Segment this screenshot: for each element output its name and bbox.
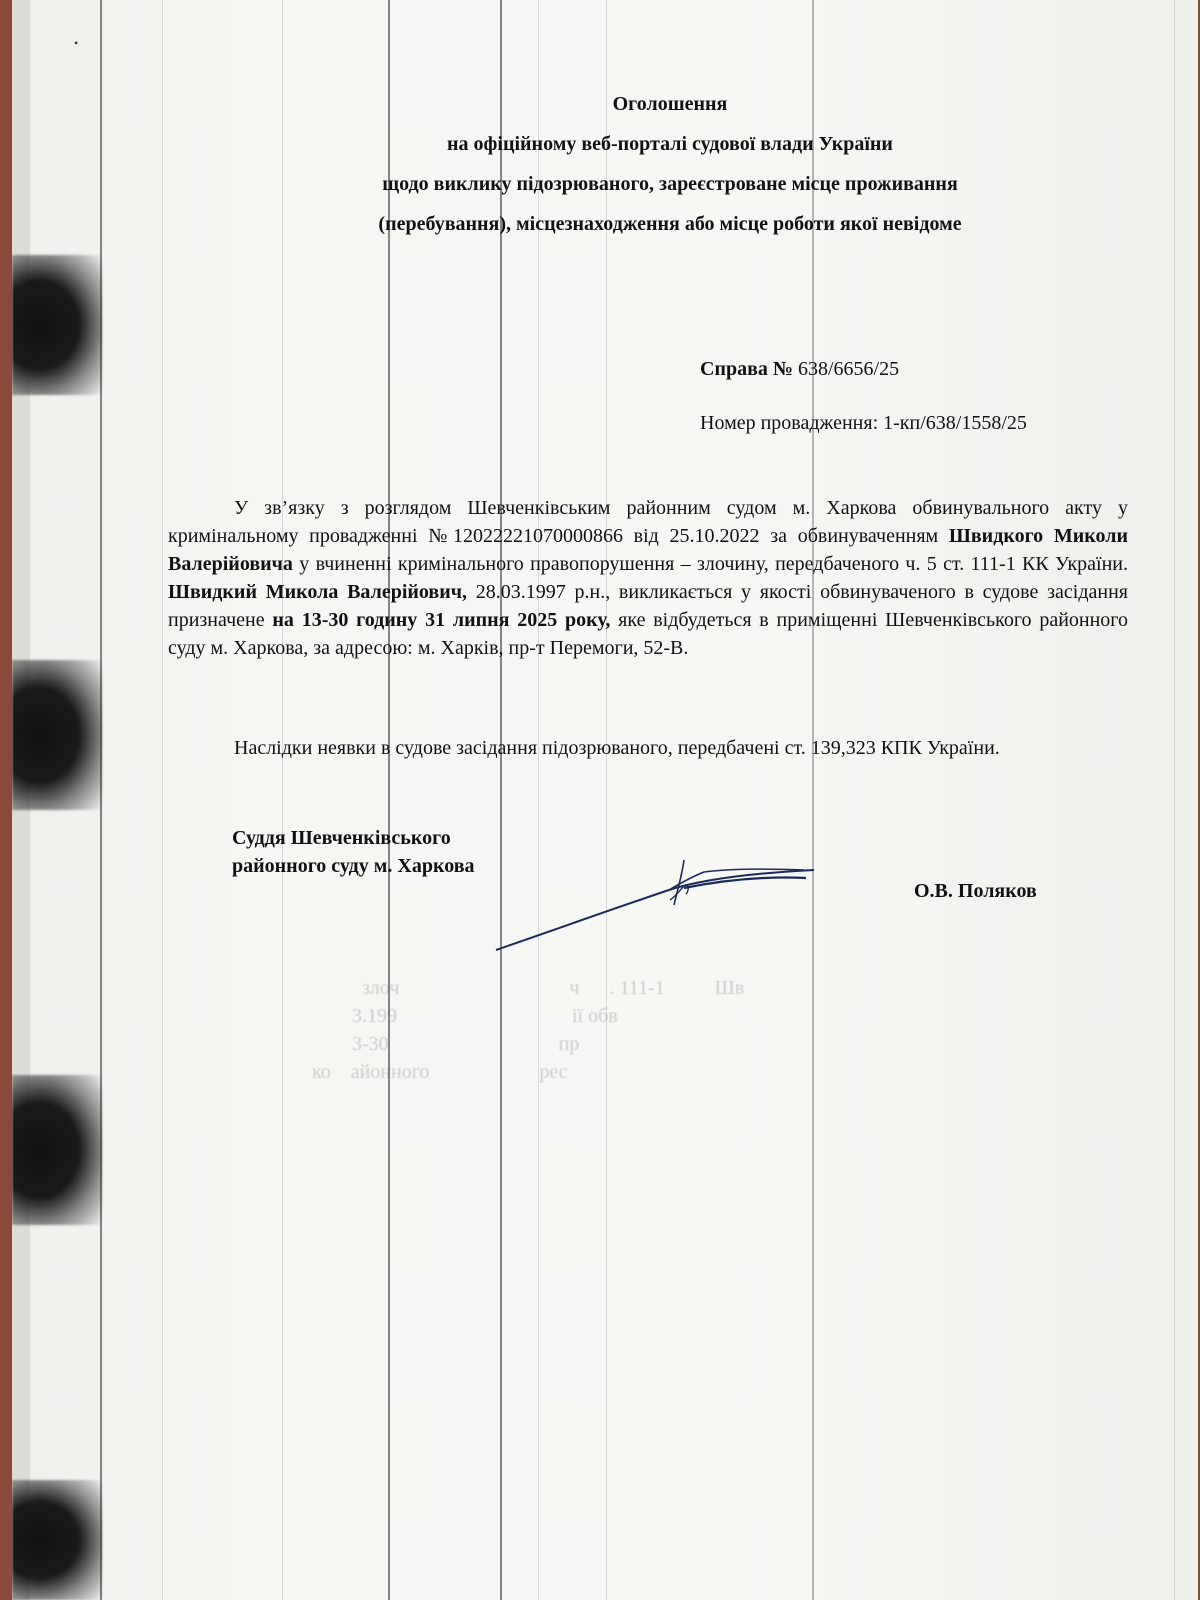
announcement-title (150, 84, 1190, 244)
judge-name: О.В. Поляков (914, 880, 1037, 902)
accused-name: Швидкий Микола Валерійович, (168, 581, 467, 603)
judge-title-line: Суддя Шевченківського (232, 827, 451, 849)
paragraph-text: у вчиненні кримінального правопорушення – злочину, передбаченого ч. 5 ст. 111-1 КК України. (292, 553, 1128, 575)
scan-smudge (12, 660, 102, 810)
hearing-datetime: на 13-30 годину 31 липня 2025 року, (272, 609, 611, 631)
bleed-through-text: 3.199 ії обв (352, 1005, 618, 1027)
bleed-through-text: ко айонного рес (312, 1061, 568, 1083)
bleed-through-text: злоч ч . 111-1 Шв (362, 977, 745, 999)
title-line: на офіційному веб-порталі судової влади України (447, 133, 893, 155)
judge-title-line: районного суду м. Харкова (232, 855, 475, 877)
scan-smudge (12, 255, 102, 395)
consequences-paragraph: Наслідки неявки в судове засідання підозрюваного, передбачені ст. 139,323 КПК України. (234, 737, 1000, 759)
title-line: (перебування), місцезнаходження або місце роботи якої невідоме (378, 213, 962, 235)
summons-paragraph (168, 494, 1128, 662)
scan-smudge (12, 1075, 102, 1225)
case-label: Справа № (700, 358, 793, 380)
title-line: щодо виклику підозрюваного, зареєстроване місце проживання (382, 173, 958, 195)
case-number-value: 638/6656/25 (793, 358, 900, 380)
judge-signature (494, 860, 834, 960)
scan-line (100, 0, 102, 1600)
paragraph-text: 28.03.1997 р.н., викликається у якості обвинуваченого в судове засідання призначене (168, 581, 1128, 631)
title-line: Оголошення (612, 93, 728, 115)
accused-name: Швидкого Миколи Валерійовича (168, 525, 1129, 575)
proceeding-number: Номер провадження: 1-кп/638/1558/25 (700, 412, 1027, 434)
paragraph-text: У зв’язку з розглядом Шевченківським районним судом м. Харкова обвинувального акту у кримінальному провадженні №12022221070000866 від 25.10.2022 за обвинуваченням (168, 497, 1128, 547)
bleed-through-text: 3-30 пр (352, 1033, 580, 1055)
scan-dot: • (74, 36, 79, 50)
paragraph-text: яке відбудеться в приміщенні Шевченківського районного суду м. Харкова, за адресою: м. Харків, пр-т Перемоги, 52-В. (168, 609, 1129, 659)
judge-title (232, 824, 475, 880)
case-number (700, 358, 899, 381)
scan-smudge (12, 1480, 102, 1600)
